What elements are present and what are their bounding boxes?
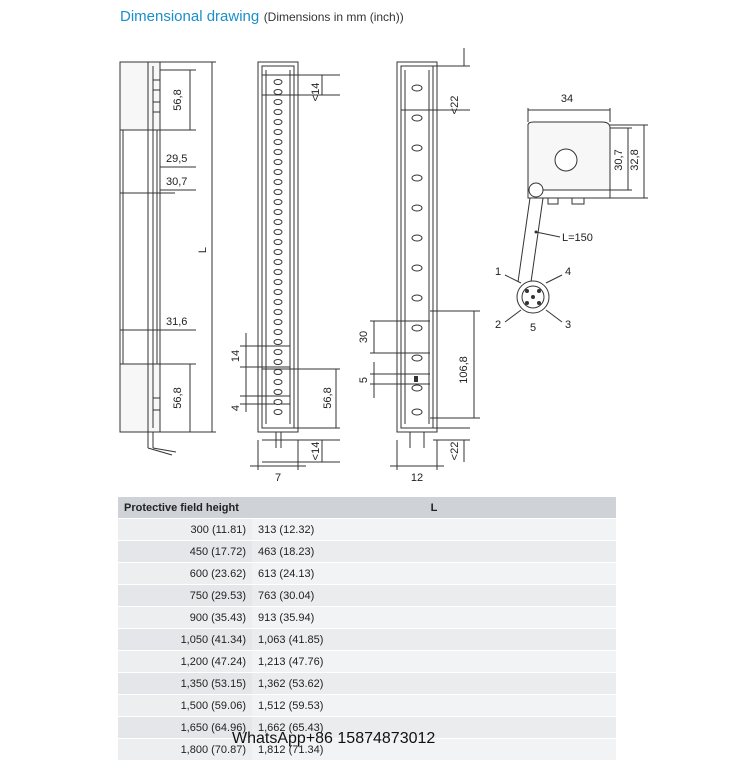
beam-marker [274,180,282,185]
dim-56-8-mid: 56,8 [322,387,334,408]
table-row [118,541,616,563]
header-field-height: Protective field height [118,497,252,519]
beam-marker [274,270,282,275]
table-row [118,629,616,651]
beam-marker [412,115,422,121]
beam-marker [274,240,282,245]
beam-marker [274,200,282,205]
table-row [118,607,616,629]
table-cell-height: 300 (11.81) [118,519,252,541]
table-cell-height: 450 (17.72) [118,541,252,563]
dim-30-7-right: 30,7 [613,149,625,170]
table-cell-height: 1,800 (70.87) [118,739,252,760]
pin-2-label: 2 [495,319,501,331]
beam-marker [274,300,282,305]
dim-29-5: 29,5 [166,153,187,165]
table-cell-L: 1,213 (47.76) [252,651,616,673]
dim-12: 12 [411,472,423,484]
beam-marker [274,280,282,285]
beam-marker [274,340,282,345]
beam-marker [274,260,282,265]
beam-marker [274,250,282,255]
beam-marker [274,350,282,355]
beam-marker [274,160,282,165]
beam-marker [274,290,282,295]
pin-3-dot [537,301,541,305]
table-cell-L: 1,362 (53.62) [252,673,616,695]
table-cell-height: 600 (23.62) [118,563,252,585]
dim-4: 4 [230,405,242,411]
dim-22-bottom: <22 [449,442,461,461]
dim-30-7-left: 30,7 [166,176,187,188]
cable-length-label: L=150 [562,232,593,244]
beam-marker [412,265,422,271]
pin-5-dot [531,295,535,299]
cable-point [535,231,538,234]
beam-marker [412,385,422,391]
beam-marker [274,370,282,375]
dim-56-8-top: 56,8 [172,89,184,110]
table-header-row [118,497,616,519]
table-row [118,519,616,541]
beam-marker [274,120,282,125]
beam-marker [412,325,422,331]
pin-5-label: 5 [530,322,536,334]
beam-marker [274,230,282,235]
table-cell-height: 750 (29.53) [118,585,252,607]
table-cell-L: 1,063 (41.85) [252,629,616,651]
pin-3-label: 3 [565,319,571,331]
beam-marker [274,90,282,95]
dim-7: 7 [275,472,281,484]
dim-106-8: 106,8 [458,356,470,384]
beam-marker [274,410,282,415]
pin-4-label: 4 [565,266,571,278]
pin-2-dot [525,301,529,305]
pin-1-dot [525,289,529,293]
beam-marker [274,220,282,225]
beam-marker [274,330,282,335]
dim-34: 34 [561,93,573,105]
dimensions-table [118,497,616,760]
beam-marker [412,145,422,151]
table-row [118,673,616,695]
table-cell-L: 1,812 (71.34) [252,739,616,760]
title-main: Dimensional drawing [120,8,259,25]
table-cell-height: 1,650 (64.96) [118,717,252,739]
table-row [118,651,616,673]
beam-marker [274,110,282,115]
pin-4-dot [537,289,541,293]
table-cell-height: 1,050 (41.34) [118,629,252,651]
table-cell-L: 463 (18.23) [252,541,616,563]
table-cell-L: 913 (35.94) [252,607,616,629]
beam-marker [412,85,422,91]
beam-marker [412,235,422,241]
dim-32-8: 32,8 [629,149,641,170]
beam-marker [274,130,282,135]
table-row [118,563,616,585]
table-row [118,585,616,607]
dim-22-top: <22 [449,96,461,115]
table-cell-height: 1,350 (53.15) [118,673,252,695]
dim-14-bottom: <14 [310,442,322,461]
beam-marker [274,360,282,365]
title-sub: (Dimensions in mm (inch)) [264,10,404,24]
m12-connector [517,281,549,313]
table-cell-L: 613 (24.13) [252,563,616,585]
beam-marker [274,80,282,85]
table-cell-height: 1,200 (47.24) [118,651,252,673]
beam-column-view2 [274,80,282,415]
beam-marker [274,210,282,215]
beam-column-view3 [412,85,422,415]
beam-marker [274,190,282,195]
beam-marker [412,175,422,181]
beam-marker [274,320,282,325]
beam-marker [274,310,282,315]
table-cell-height: 900 (35.43) [118,607,252,629]
beam-marker [274,170,282,175]
beam-marker [412,205,422,211]
dim-30: 30 [358,331,370,343]
beam-marker [274,150,282,155]
dim-L: L [197,247,209,253]
table-row [118,695,616,717]
beam-marker [274,140,282,145]
dim-14-top: <14 [310,83,322,102]
lens-circle [555,149,577,171]
dim-56-8-bottom: 56,8 [172,387,184,408]
table-cell-L: 1,662 (65.43) [252,717,616,739]
table-cell-height: 1,500 (59.06) [118,695,252,717]
dim-31-6: 31,6 [166,316,187,328]
table-cell-L: 1,512 (59.53) [252,695,616,717]
dim-5: 5 [358,377,370,383]
header-L: L [252,497,616,519]
pin-1-label: 1 [495,266,501,278]
beam-marker [274,390,282,395]
dim-14-left: 14 [230,350,242,362]
beam-marker [412,355,422,361]
beam-marker [274,100,282,105]
beam-marker [412,409,422,415]
table-cell-L: 313 (12.32) [252,519,616,541]
cable-gland [529,183,543,197]
whatsapp-watermark: WhatsApp+86 15874873012 [232,730,435,748]
beam-marker [274,380,282,385]
led-marker [414,376,418,382]
beam-marker [412,295,422,301]
beam-marker [274,400,282,405]
table-cell-L: 763 (30.04) [252,585,616,607]
